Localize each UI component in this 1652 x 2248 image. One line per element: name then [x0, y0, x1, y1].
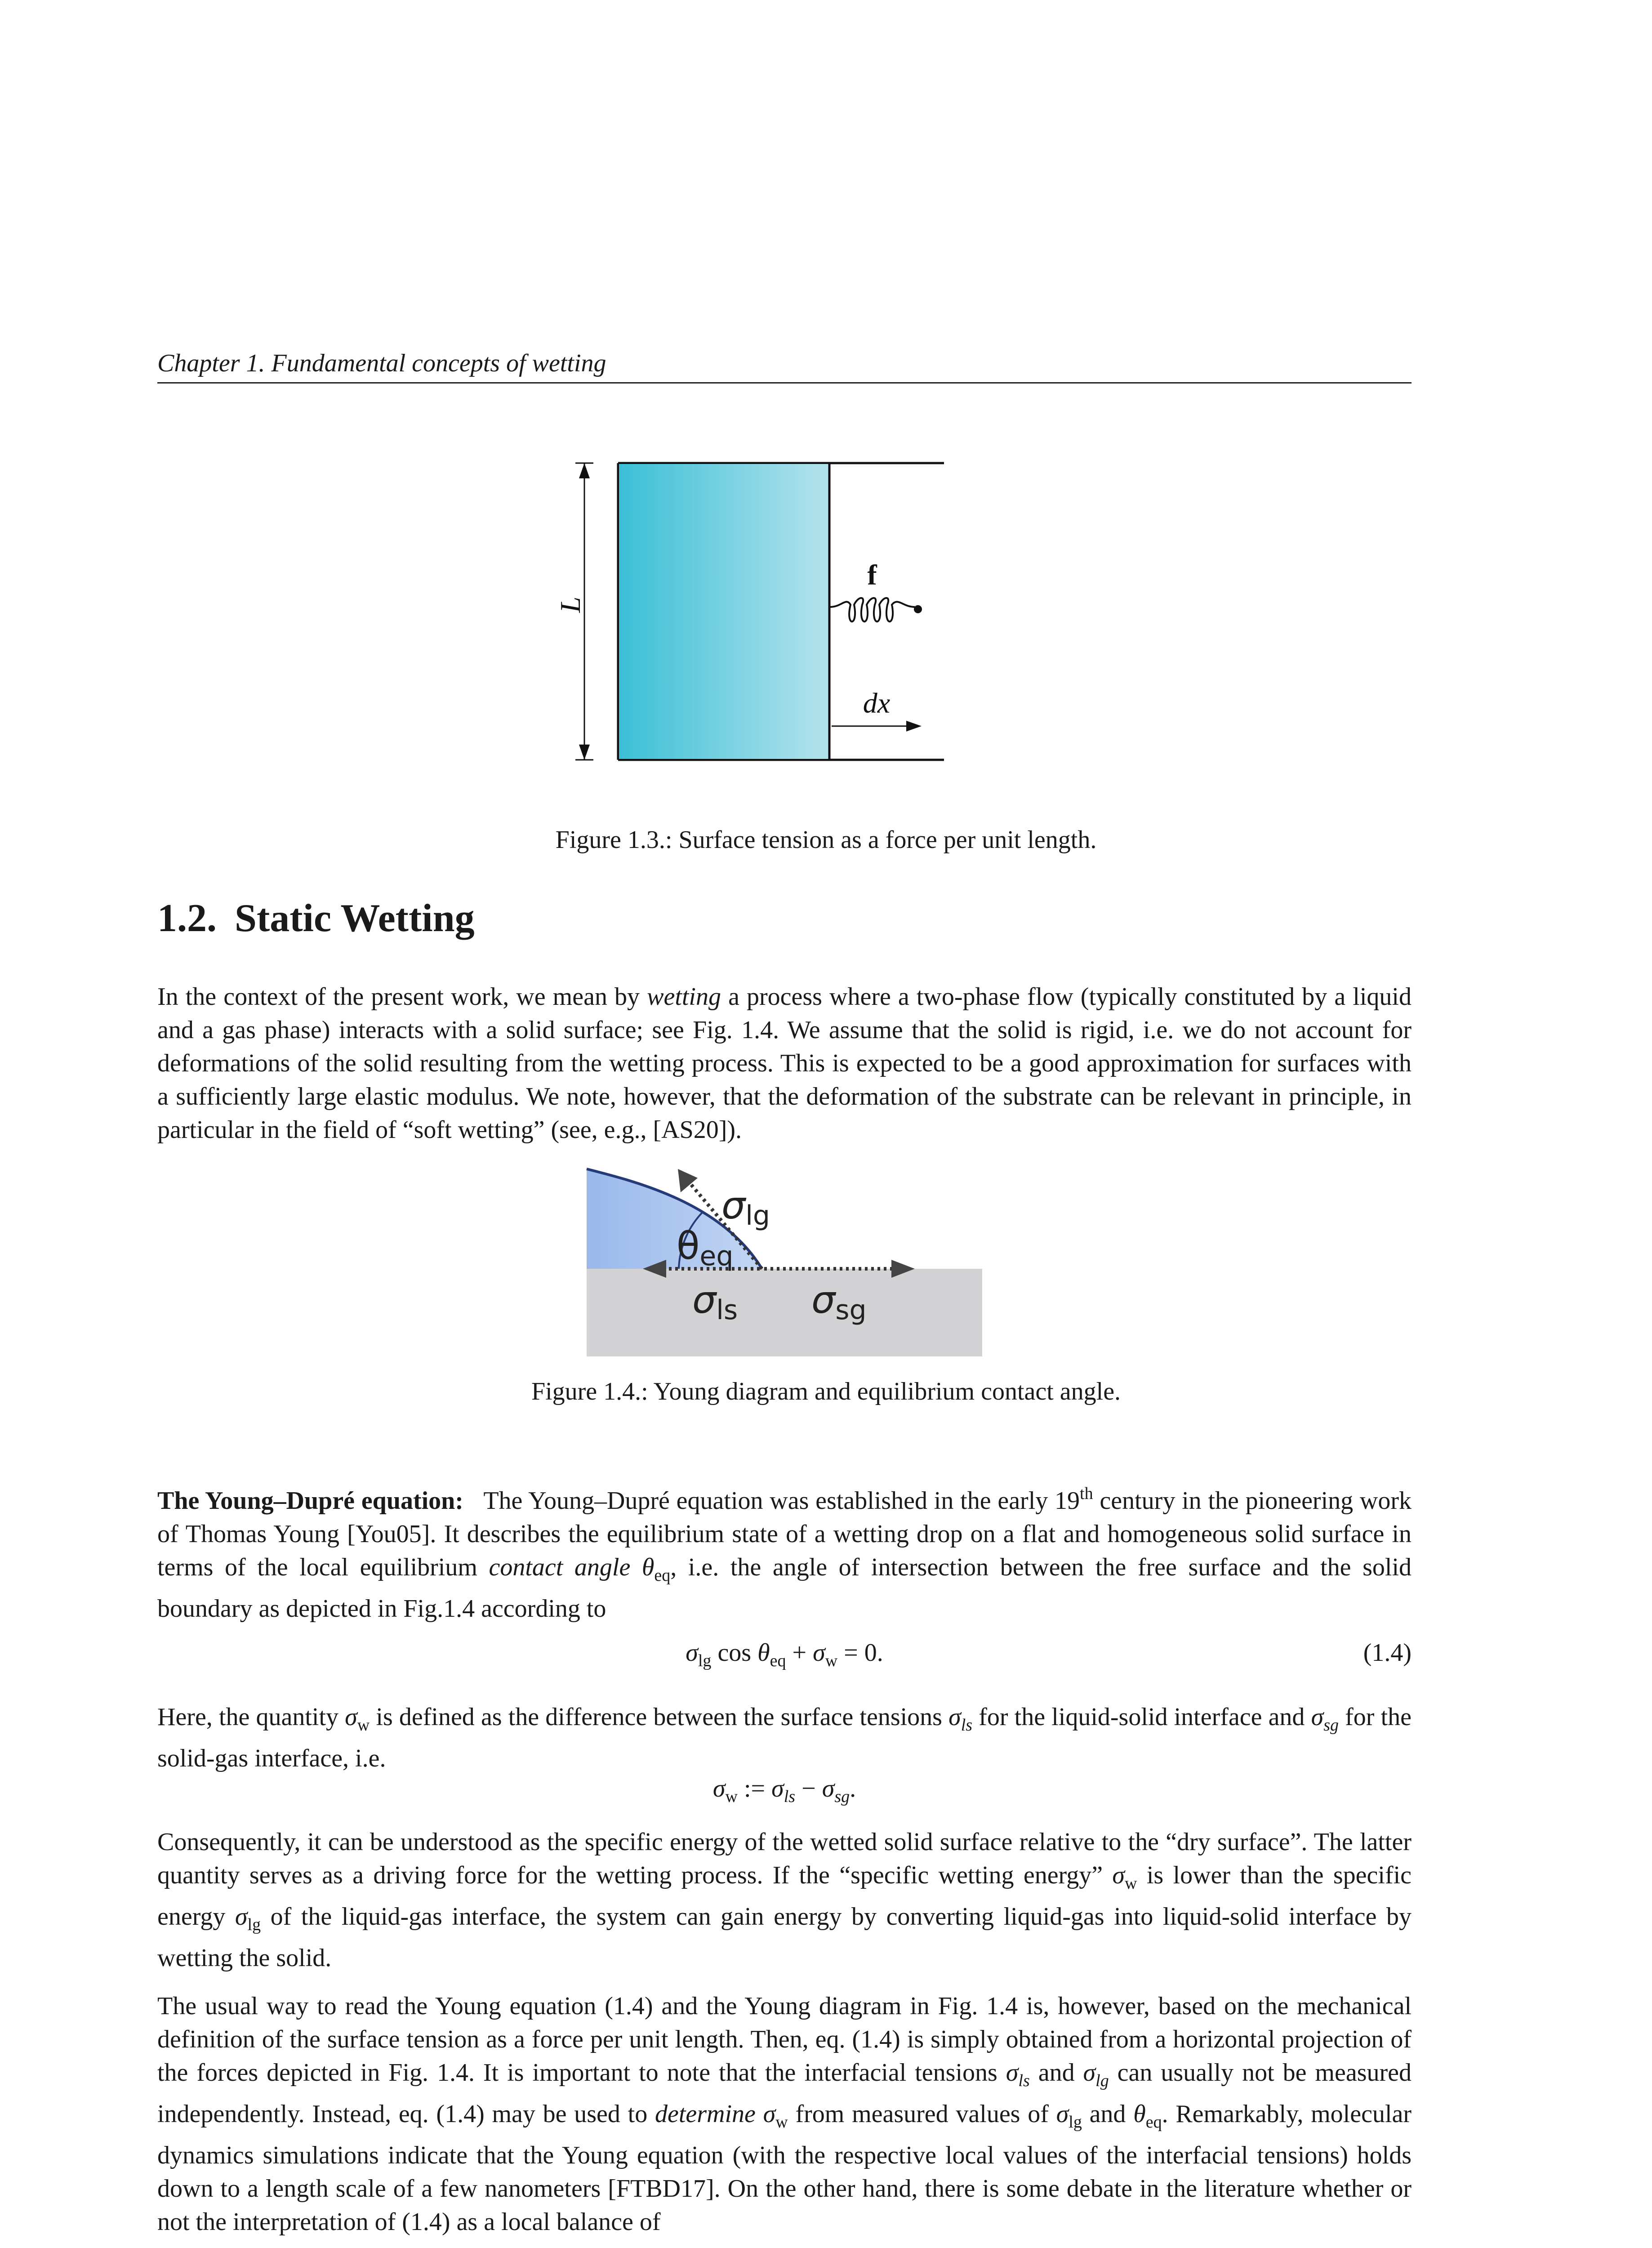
figure-young-diagram [587, 1169, 984, 1358]
theta-eq-label: θeq [677, 1224, 734, 1272]
liquid-film [619, 464, 829, 759]
equation-1-4: $\sigma_{lg}$ $\cos \theta_{eq} + \sigma_w = 0$. (1.4) [157, 1637, 1412, 1672]
displacement-label: dx [863, 687, 891, 719]
sigma-lg-label: σlg [721, 1183, 770, 1231]
paragraph-heading: The Young–Dupré equation: [157, 1487, 463, 1515]
equation-number: (1.4) [1363, 1639, 1412, 1667]
paragraph-sigma-w-definition: Here, the quantity $\sigma_w$ is defined as the difference between the surface tensions $\sigma_{ls}$ for the liquid-solid interface and $\sigma_{sg}$ for the solid-gas interface, i.e. [157, 1703, 1412, 1772]
sigma-sg-label: σsg [811, 1278, 867, 1326]
running-header: Chapter 1. Fundamental concepts of wetting [157, 351, 1412, 384]
sigma-ls-label: σls [692, 1278, 738, 1326]
solid-substrate [587, 1269, 982, 1356]
figure-1-3-caption: Figure 1.3.: Surface tension as a force per unit length. [555, 826, 1097, 854]
paragraph-mechanical-interpretation: The usual way to read the Young equation (1.4) and the Young diagram in Fig. 1.4 is, however, based on the mechanical definition of the surface tension as a force per unit length. Then, eq. (1.4) is simply obtained from a horizontal projection of the forces depicted in Fig. 1.4. It is important to note that the interfacial tensions $\sigma_{ls}$ and $\sigma_{lg}$ can usually not be measured independently. Instead, eq. (1.4) may be used to determine $\sigma_w$ from measured values of $\sigma_{lg}$ and $\theta_{eq}$. Remarkably, molecular dynamics simulations indicate that the Young equation (with the respective local values of the interfacial tensions) holds down to a length scale of a few nanometers [FTBD17]. On the other hand, there is some debate in the literature whether or not the interpretation of (1.4) as a local balance of [157, 1992, 1412, 2236]
section-number: 1.2. [157, 897, 217, 940]
length-label: L [554, 597, 586, 613]
paragraph-wetting-definition: In the context of the present work, we mean by wetting a process where a two-phase flow (typically constituted by a liquid and a gas phase) interacts with a solid surface; see Fig. 1.4. We assume that the solid is rigid, i.e. we do not account for deformations of the solid resulting from the wetting process. This is expected to be a good approximation for surfaces with a sufficiently large elastic modulus. We note, however, that the deformation of the substrate can be relevant in principle, in particular in the field of “soft wetting” (see, e.g., [AS20]). [157, 983, 1412, 1144]
equation-sigma-w: $\sigma_w$ := $\sigma_{ls} - \sigma_{sg}$. [712, 1775, 856, 1806]
spring-icon [830, 598, 915, 622]
paragraph-specific-energy: Consequently, it can be understood as the specific energy of the wetted solid surface relative to the “dry surface”. The latter quantity serves as a driving force for the wetting process. If the “specific wetting energy” $\sigma_w$ is lower than the specific energy $\sigma_{lg}$ of the liquid-gas interface, the system can gain energy by converting liquid-gas into liquid-solid interface by wetting the solid. [157, 1828, 1412, 1972]
section-heading [157, 897, 475, 941]
paragraph-young-dupre: The Young–Dupré equation: The Young–Dupré equation was established in the early 19th century in the pioneering work of Thomas Young [You05]. It describes the equilibrium state of a wetting drop on a flat and homogeneous solid surface in terms of the local equilibrium contact angle $\theta_{eq}$, i.e. the angle of intersection between the free surface and the solid boundary as depicted in Fig.1.4 according to [157, 1484, 1412, 1623]
figure-surface-tension [554, 450, 966, 773]
figure-1-4-caption: Figure 1.4.: Young diagram and equilibrium contact angle. [531, 1378, 1121, 1405]
section-title: Static Wetting [235, 897, 475, 940]
force-label: f [867, 559, 877, 591]
